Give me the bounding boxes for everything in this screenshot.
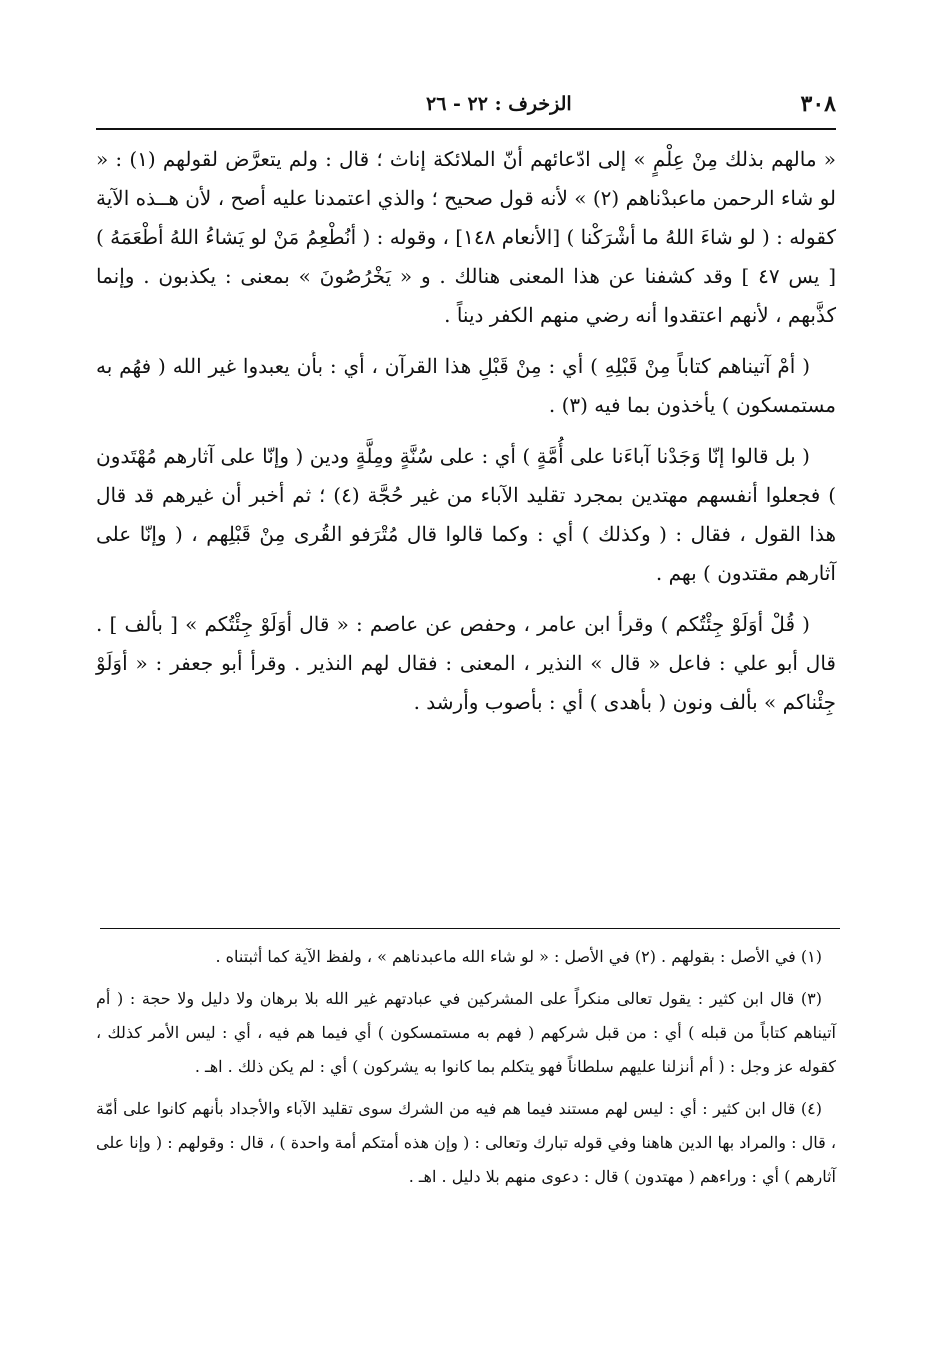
main-text: [96, 140, 836, 734]
footnote: (١) في الأصل : بقولهم . (٢) في الأصل : « لو شاء الله ماعبدناهم » ، ولفظ الآية كما أثبتناه .: [215, 947, 822, 966]
paragraph: « مالهم بذلك مِنْ عِلْمٍ » إلى ادّعائهم أنّ الملائكة إناث ؛ قال : ولم يتعرَّض لقولهم (١) : « لو شاء الرحمن ماعبدْناهم (٢) » لأنه قول صحيح ؛ والذي اعتمدنا عليه أصح ، لأن هــذه الآية كقوله : ( لو شاءَ اللهُ ما أشْرَكْنا ) [الأنعام ١٤٨] ، وقوله : ( أنُطْعِمُ مَنْ لو يَشاءُ اللهُ أطْعَمَهُ ) [ يس ٤٧ ] وقد كشفنا عن هذا المعنى هنالك . و « يَخْرُصُونَ » بمعنى : يكذبون . وإنما كذَّبهم ، لأنهم اعتقدوا أنه رضي منهم الكفر ديناً .: [96, 147, 836, 327]
paragraph: ( أمْ آتيناهم كتاباً مِنْ قَبْلِهِ ) أي : مِنْ قَبْلِ هذا القرآن ، أي : بأن يعبدوا غير الله ( فهُم به مستمسكون ) يأخذون بما فيه (٣) .: [96, 354, 836, 417]
footnote: (٤) قال ابن كثير : أي : ليس لهم مستند فيما هم فيه من الشرك سوى تقليد الآباء والأجداد بأنهم كانوا على أمّة ، قال : والمراد بها الدين هاهنا وفي قوله تبارك وتعالى : ( وإن هذه أمتكم أمة واحدة ) ، قال : وقولهم : ( وإنا على آثارهم ) أي : وراءهم ( مهتدون ) قال : دعوى منهم بلا دليل . اهـ .: [96, 1099, 836, 1186]
footnote: (٣) قال ابن كثير : يقول تعالى منكراً على المشركين في عبادتهم غير الله بلا برهان ولا دليل ولا حجة : ( أم آتيناهم كتاباً من قبله ) أي : من قبل شركهم ( فهم به مستمسكون ) أي فيما هم فيه ، أي : ليس الأمر كذلك ، كقوله عز وجل : ( أم أنزلنا عليهم سلطاناً فهو يتكلم بما كانوا به يشركون ) أي : لم يكن ذلك . اهـ .: [96, 989, 836, 1076]
paragraph: ( قُلْ أوَلَوْ جِئْتُكم ) وقرأ ابن عامر ، وحفص عن عاصم : « قال أوَلَوْ جِئْتُكم » [ بألف ] . قال أبو علي : فاعل « قال » النذير ، المعنى : فقال لهم النذير . وقرأ أبو جعفر : « أوَلَوْ جِئْناكم » بألف ونون ( بأهدى ) أي : بأصوب وأرشد .: [96, 612, 836, 714]
header-divider: [96, 128, 836, 130]
paragraph: ( بل قالوا إنّا وَجَدْنا آباءَنا على أُمَّةٍ ) أي : على سُنَّةٍ ومِلَّةٍ ودين ( وإنّا على آثارهم مُهْتَدون ) فجعلوا أنفسهم مهتدين بمجرد تقليد الآباء من غير حُجَّة (٤) ؛ ثم أخبر أن غيرهم قد قال هذا القول ، فقال : ( وكذلك ) أي : وكما قالوا قال مُتْرَفو القُرى مِنْ قَبْلِهم ، ( وإنّا على آثارهم مقتدون ) بهم .: [96, 444, 837, 585]
page-number: ٣٠٨: [800, 91, 836, 117]
footnote-divider: [100, 928, 840, 929]
footnotes: [96, 940, 836, 1202]
page-header: [96, 84, 836, 124]
running-title: الزخرف : ٢٢ - ٢٦: [426, 93, 572, 115]
